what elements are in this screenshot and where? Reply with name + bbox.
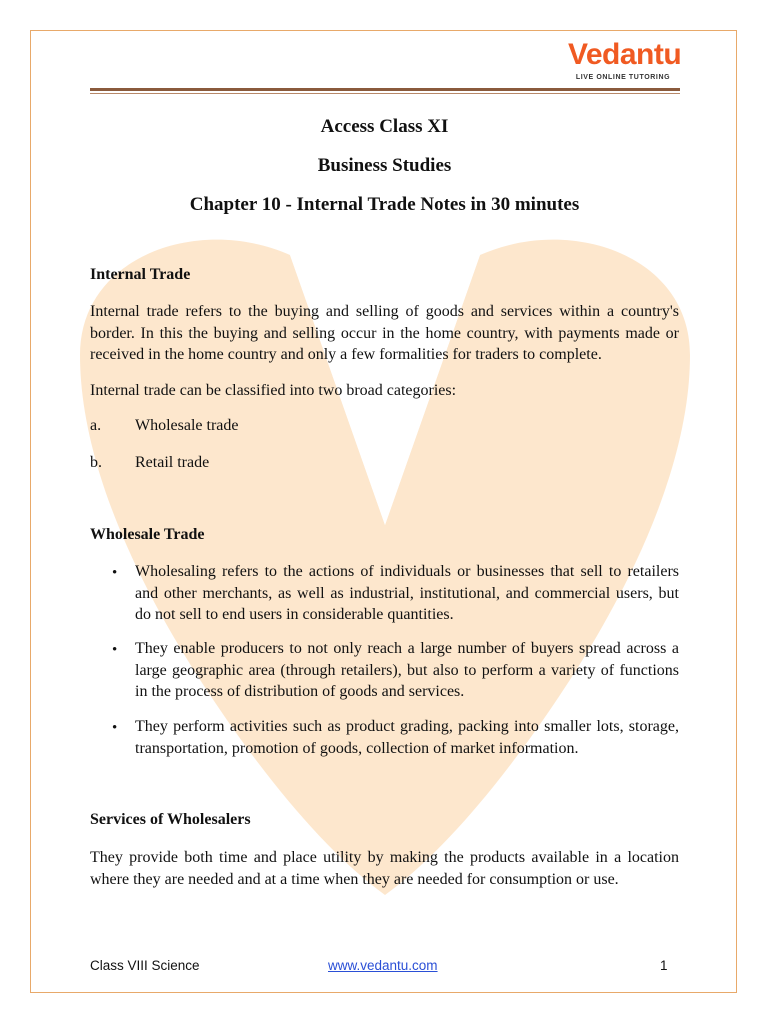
list-marker: b.	[90, 454, 102, 471]
logo-wordmark: Vedantu	[568, 38, 682, 71]
footer-class-label: Class VIII Science	[90, 958, 200, 973]
bullet-icon: •	[112, 565, 118, 581]
chapter-title: Chapter 10 - Internal Trade Notes in 30 minutes	[189, 194, 580, 215]
heading-services-of-wholesalers: Services of Wholesalers	[90, 811, 251, 828]
internal-trade-paragraph: Internal trade refers to the buying and selling of goods and services within a country's border. In this the buying and selling occur in the home country, with payments made or received in the home country and only a few formalities for traders to complete.	[90, 303, 679, 363]
bullet-icon: •	[112, 642, 118, 658]
title-line-1: Access Class XI	[320, 116, 449, 137]
bullet-text: Wholesaling refers to the actions of individuals or businesses that sell to retailers and other merchants, as well as industrial, institutional, and commercial users, but do not sell to end users in considerable quantities.	[135, 563, 679, 623]
footer-website-link[interactable]: www.vedantu.com	[328, 958, 438, 973]
services-paragraph: They provide both time and place utility by making the products available in a location where they are needed and at a time when they are needed for consumption or use.	[90, 849, 679, 888]
heading-internal-trade: Internal Trade	[90, 266, 191, 283]
bullet-text: They enable producers to not only reach a large number of buyers spread across a large geographic area (through retailers), but also to perform a variety of functions in the process of distribution of goods and services.	[135, 640, 679, 700]
list-item-text: Wholesale trade	[135, 417, 239, 434]
bullet-text: They perform activities such as product grading, packing into smaller lots, storage, transportation, promotion of goods, collection of market information.	[135, 718, 679, 757]
page-number: 1	[660, 958, 668, 973]
classification-paragraph: Internal trade can be classified into two broad categories:	[90, 382, 457, 399]
logo-tagline: LIVE ONLINE TUTORING	[575, 74, 671, 81]
vedantu-logo	[568, 38, 682, 86]
bullet-icon: •	[112, 720, 118, 736]
list-marker: a.	[90, 417, 102, 434]
list-item-text: Retail trade	[135, 454, 210, 471]
header-rule	[90, 88, 680, 91]
header-rule-thin	[90, 93, 680, 94]
heading-wholesale-trade: Wholesale Trade	[90, 526, 205, 543]
title-line-2: Business Studies	[317, 155, 452, 176]
